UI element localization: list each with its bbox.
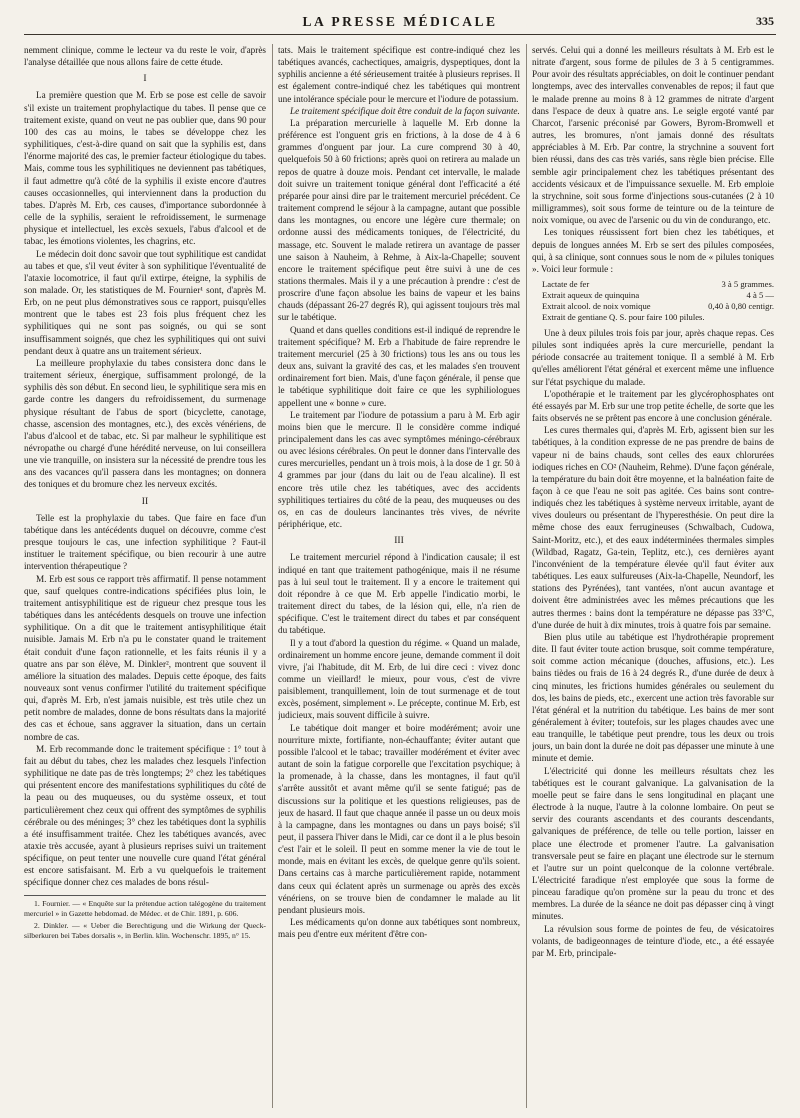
paragraph: Les toniques réussissent fort bien chez les tabétiques, et depuis de longues années M. Erb se sert des pilules composées, qui, à sa clinique, sont connues sous le nom de « pilules toniques ». Voici leur formule :	[532, 227, 774, 274]
emphasis-heading: Le traitement spécifique doit être conduit de la façon suivante.	[290, 105, 520, 116]
ingredient: Lactate de fer	[542, 278, 590, 289]
paragraph: Il y a tout d'abord la question du régime. « Quand un malade, ordinairement un homme encore jeune, demande comment il doit vivre, j'ai l'habitude, dit M. Erb, de lui dire ceci : vivez donc comme un vieillard! le mieux, pour vous, c'est de vivre paisiblement, tranquillement, loin de tout surmenage et de tout excès, posément, simplement ». Le précepte, continue M. Erb, est judicieux, mais souvent difficile à suivre.	[278, 637, 520, 721]
paragraph: Le traitement par l'iodure de potassium a paru à M. Erb agir moins bien que le mercure. Il le considère comme indiqué principalement dans les cas avec symptômes méningo-cérébraux ou avec lésions cérébrales. On peut le donner dans l'intervalle des cures mercurielles, pendant un à trois mois, à la dose de 1 gr. 50 à 4 grammes par jour (dans du lait ou de l'eau alcaline). Il est encore très utile chez les tabétiques, avec des accidents syphilitiques tertiaires du côté de la peau, des muqueuses ou des os, en cas de douleurs lancinantes très vives, de névrite périphérique, etc.	[278, 409, 520, 530]
dose: 3 à 5 grammes.	[721, 278, 774, 289]
column-divider	[526, 44, 527, 1108]
ingredient: Extrait aqueux de quinquina	[542, 289, 640, 300]
text-column-middle	[278, 44, 520, 1108]
paragraph: Le traitement mercuriel répond à l'indication causale; il est indiqué en tant que traitement pathogénique, mais il ne résume pas à lui seul tout le traitement. Il y a encore le traitement qui doit répondre à ce que M. Erb appelle l'indicatio morbi, le traitement direct du tabes, de la lésion qui, elle, n'a rien de spécifique. C'est le traitement direct du tabes et par conséquent du tabétique.	[278, 552, 520, 636]
paragraph: Quand et dans quelles conditions est-il indiqué de reprendre le traitement spécifique? M. Erb a l'habitude de faire reprendre le traitement mercuriel (25 à 30 frictions) tous les ans ou tous les deux ans, suivant la gravité des cas, et les malades s'en trouvent ordinairement fort bien. Mais, d'une façon générale, il pense que le tabétique syphilitique doit faire ce que les syphiliologues appellent une « bonne » cure.	[278, 324, 520, 408]
section-number: II	[141, 495, 149, 507]
paragraph: Le tabétique doit manger et boire modérément; avoir une nourriture mixte, fortifiante, non-échauffante; éviter autant que possible l'alcool et le tabac; travailler modérément et éviter avec autant de soin la fatigue corporelle que l'excitation psychique; à la promenade, à la chasse, dans les montagnes, il faut qu'il s'arrête aussitôt et avant même qu'il se sente fatigué; pas de discussions sur la politique et les questions religieuses, pas de jeux de hasard. Il faut que chaque année il passe un ou deux mois à la campagne, dans les montagnes ou dans un pays boisé; s'il peut, il passera l'hiver dans le Midi, car ce dont il a le plus besoin c'est l'air et le soleil. Il peut en somme mener la vie de tout le monde, mais en évitant les excès, de quelque genre qu'ils soient. Dans certains cas à marche particulièrement rapide, notamment dans ceux qui éclatent après un surmenage ou après des excès vénériens, on se trouve bien de condamner le malade au lit pendant plusieurs mois.	[278, 722, 520, 915]
text-column-right	[532, 44, 774, 1108]
section-number: I	[143, 73, 147, 85]
page-number: 335	[756, 14, 774, 28]
ingredient: Extrait alcool. de noix vomique	[542, 300, 651, 311]
paragraph: M. Erb est sous ce rapport très affirmatif. Il pense notamment que, sauf quelques contre-indications spécifiées plus loin, le traitement antisyphilitique est de rigueur chez presque tous les tabétiques dans les antécédents desquels on trouve une infection syphilitique. On a dit que le traitement antisyphilitique était nuisible. Jamais M. Erb n'a pu le constater quand le traitement était conduit d'une façon rationnelle, et les faits réunis il y a quatre ans par son élève, M. Dinkler², montrent que souvent il améliore la situation des malades. Depuis cette époque, des faits nouveaux sont venus confirmer l'utilité du traitement spécifique qui, d'après M. Erb, n'est jamais nuisible, est très utile chez un petit nombre de malades, donne de bons résultats dans la majorité des cas et échoue, sans aggraver la situation, dans un certain nombre de cas.	[24, 573, 266, 742]
paragraph: M. Erb recommande donc le traitement spécifique : 1° tout à fait au début du tabes, chez les malades chez lesquels l'infection syphilitique ne date pas de très longtemps; 2° chez les tabétiques qui présentent encore des manifestations syphilitiques du côté de la peau ou des muqueuses, ou du système osseux, et tout particulièrement chez ceux qui offrent des symptômes de syphilis cérébrale ou des méninges; 3° chez les tabétiques dont la syphilis a été insuffisamment traitée. Chez les tabétiques avancés, avec ataxie très accusée, ayant à plusieurs reprises suivi un traitement spécifique, on peut tenter une nouvelle cure quand l'état général est encore satisfaisant. M. Erb a vu quelquefois le traitement spécifique donner chez ces malades de bons résul-	[24, 743, 266, 888]
formula-row	[542, 290, 774, 301]
footnotes	[24, 895, 266, 941]
paragraph: La première question que M. Erb se pose est celle de savoir s'il existe un traitement prophylactique du tabes. Il pense que ce traitement existe, quand on veut ne pas oublier que, dans 90 pour 100 des cas au moins, le tabes se développe chez les syphilitiques, c'est-à-dire quand on sait que la syphilis est, dans l'énorme majorité des cas, le premier facteur étiologique du tabes. Mais, comme tous les syphilitiques ne deviennent pas tabétiques, il faut admettre qu'à côté de la syphilis il existe encore d'autres causes occasionnelles, qui interviennent dans la production du tabes. D'après M. Erb, ces causes, d'importance subordonnée à celle de la syphilis, seraient le refroidissement, le surmenage physique et intellectuel, les excès sexuels, l'abus d'alcool et de tabac, les émotions violentes, les chagrins, etc.	[24, 90, 266, 247]
paragraph: tats. Mais le traitement spécifique est contre-indiqué chez les tabétiques avancés, cachectiques, amaigris, dyspeptiques, dont la syphilis ancienne a été sérieusement traitée à plusieurs reprises. Il est également contre-indiqué chez les tabétiques qui montrent une intolérance spéciale pour le mercure et l'iodure de potassium.	[278, 45, 520, 104]
paragraph: servés. Celui qui a donné les meilleurs résultats à M. Erb est le nitrate d'argent, sous forme de pilules de 3 à 5 centigrammes. Pour avoir des résultats appréciables, on doit le continuer pendant longtemps, avec des intervalles convenables de repos; il faut que le malade prenne au moins 8 à 12 grammes de nitrate d'argent dans l'espace de deux à quatre ans. Le seigle ergoté vanté par Charcot, l'arsenic préconisé par Gowers, Byrom-Bromwell et autres, les bromures, n'ont jamais donné des résultats appréciables à M. Erb. Par contre, la strychnine a souvent fort bien réussi, dans des cas très variés, sans règle bien précise. Elle semble agir principalement chez les tabétiques présentant des accidents vésicaux et de l'impuissance sexuelle. M. Erb emploie la strychnine, soit sous forme d'injections sous-cutanées (2 à 10 milligrammes), soit sous forme de teinture ou de la teinture de noix vomique, ou avec de l'arsenic ou du vin de condurango, etc.	[532, 45, 774, 226]
paragraph: Telle est la prophylaxie du tabes. Que faire en face d'un tabétique dans les antécédents duquel on découvre, comme c'est presque toujours le cas, une infection syphilitique ? Faut-il instituer le traitement spécifique, ou bien recourir à une autre intervention thérapeutique ?	[24, 512, 266, 572]
paragraph: La préparation mercurielle à laquelle M. Erb donne la préférence est l'onguent gris en frictions, à la dose de 4 à 6 grammes d'onguent par jour. La cure comprend 30 à 40, quelquefois 50 à 60 frictions; après quoi on retirera au malade un repos de quatre à douze mois. Pendant cet intervalle, le malade doit suivre un traitement tonique général dont l'efficacité a été préparée pour ainsi dire par le traitement mercuriel précédent. Ce traitement comprend le séjour à la campagne, autant que possible dans les montagnes, ou encore une légère cure thermale; on ordonne aussi des médicaments toniques, de l'électricité, du massage, etc. Souvent le malade retirera un avantage de passer une saison à Nauheim, à Rehme, à Aix-la-Chapelle; souvent encore le traitement spécifique peut être suivi à une de ces stations thermales. Mais il y a une précaution à prendre : c'est de proscrire d'une façon absolue les bains de vapeur et les bains chauds (dépassant 26-27 degrés R), qui agissent toujours très mal sur le tabétique.	[278, 117, 520, 323]
running-title: LA PRESSE MÉDICALE	[302, 14, 498, 29]
text-column-left	[24, 44, 266, 1108]
formula-row: Extrait de gentiane Q. S. pour faire 100 pilules.	[542, 311, 705, 322]
paragraph: Les médicaments qu'on donne aux tabétiques sont nombreux, mais peu d'entre eux méritent d'être con-	[278, 917, 520, 940]
paragraph: L'électricité qui donne les meilleurs résultats chez les tabétiques est le courant galvanique. La galvanisation de la moelle peut se faire dans le sens longitudinal en plaçant une électrode à la nuque, l'autre à la colonne lombaire. On peut se servir des courants ascendants et des courants descendants, galvaniques de préférence, de telle ou telle portion, laisser en place une électrode et promener l'autre. La galvanisation transversale peut se faire en plaçant une électrode sur le sternum et l'autre sur un point quelconque de la colonne vertébrale. L'électricité faradique n'est employée que sous la forme de pinceau faradique qu'on promène sur la peau du tronc et des membres. La durée de la séance ne doit pas dépasser cinq à vingt minutes.	[532, 765, 774, 922]
paragraph: L'opothérapie et le traitement par les glycérophosphates ont été essayés par M. Erb sur une trop petite échelle, de sorte que les faits observés ne se prêtent pas encore à une conclusion générale.	[532, 388, 774, 424]
formula-row	[542, 301, 774, 312]
footnote: 1. Fournier. — « Enquête sur la prétendue action talégogène du traitement mercuriel » in Gazette hebdomad. de Médec. et de Chir. 1891, p. 606.	[24, 898, 266, 918]
column-divider	[272, 44, 273, 1108]
dose: 4 à 5 —	[746, 289, 774, 300]
paragraph: La meilleure prophylaxie du tabes consistera donc dans le traitement sérieux, énergique, suffisamment prolongé, de la syphilis dès son début. En second lieu, le syphilitique sera mis en garde contre les dangers du refroidissement, du surmenage physique résultant de l'abus de sport (bicyclette, canotage, chasse, ascension des montagnes, etc.), des excès vénériens, de l'abus d'alcool et de tabac, etc. Si par malheur le syphilitique est névropathe ou chargé d'une hérédité nerveuse, on lui conseillera une vie tranquille, on insistera sur la nécessité de prendre tous les ans des vacances qu'il passera dans les montagnes; on donnera des toniques et du bromure chez les nerveux excités.	[24, 357, 266, 490]
paragraph	[278, 105, 520, 117]
dose: 0,40 à 0,80 centigr.	[708, 300, 774, 311]
paragraph: Le médecin doit donc savoir que tout syphilitique est candidat au tabes et que, s'il veut éviter à son syphilitique l'éventualité de l'ataxie locomotrice, il faut qu'il extirpe, éteigne, la syphilis de son malade. Or, les statistiques de M. Fournier¹ sont, d'après M. Erb, on ne peut plus démonstratives sous ce rapport, puisqu'elles montrent que le tabes est 23 fois plus fréquent chez les syphilitiques qui ne sont pas soignés, ou qui se sont insuffisamment soignés, que chez les syphilitiques qui ont suivi pendant deux à quatre ans un traitement sérieux.	[24, 248, 266, 356]
section-number: III	[394, 535, 404, 547]
paragraph: Une à deux pilules trois fois par jour, après chaque repas. Ces pilules sont indiquées après la cure mercurielle, pendant la période consacrée au traitement tonique. Il a semblé à M. Erb qu'elles améliorent l'état général et exercent même une influence sur l'état psychique du malade.	[532, 327, 774, 387]
paragraph: Bien plus utile au tabétique est l'hydrothérapie proprement dite. Il faut éviter toute action brusque, soit comme température, soit comme action mécanique (douches, affusions, etc.). Les bains tièdes ou frais de 16 à 24 degrés R., d'une durée de deux à cinq minutes, les frictions humides générales ou seulement du dos, les bains de pieds, etc., exercent une action très favorable sur l'état général et la nutrition du tabétique. Les bains de mer sont généralement à éviter; toutefois, sur les plages chaudes avec une eau tranquille, le tabétique peut prendre, tous les deux ou trois jours, un bain dont la durée ne doit pas dépasser une minute à une minute et demie.	[532, 631, 774, 764]
header-rule	[24, 34, 776, 35]
paragraph: nemment clinique, comme le lecteur va du reste le voir, d'après l'analyse détaillée que nous allons faire de cette étude.	[24, 45, 266, 68]
paragraph: Les cures thermales qui, d'après M. Erb, agissent bien sur les tabétiques, à la condition expresse de ne pas prendre de bains de vapeur ni de bains chauds, sont celles des eaux chlorurées iodiques riches en CO² (Nauheim, Rehme). D'une façon générale, la température du bain doit être moyenne, et la balnéation faite de façon à ce que l'eau ne soit pas agitée. Ces bains sont contre-indiqués chez les tabétiques à système nerveux irritable, ayant de vives douleurs ou présentant de l'hyperesthésie. On peut dire la même chose des eaux ferrugineuses (Schwalbach, Cudowa, Saint-Moritz, etc.), et des eaux indéterminées thermales simples (Wildbad, Ragatz, Ga-tein, Teplitz, etc.), ces dernières ayant l'inconvénient de la température élevée qu'il faut éviter aux tabétiques. Les eaux sulfureuses (Aix-la-Chapelle, Neundorf, les stations des Pyrénées), tant vantées, n'ont aucun avantage et doivent être administrées avec les mêmes précautions que les autres thermes : bains dont la température ne dépasse pas 33°C, d'une durée de huit à dix minutes, trois à quatre fois par semaine.	[532, 425, 774, 630]
formula-row	[542, 279, 774, 290]
footnote: 2. Dinkler. — « Ueber die Berechtigung und die Wirkung der Queck-silberkuren bei Tabes dorsalis », in Berlin. klin. Wochenschr. 1895, n° 15.	[24, 920, 266, 940]
paragraph: La révulsion sous forme de pointes de feu, de vésicatoires volants, de badigeonnages de teinture d'iode, etc., a été essayée par M. Erb, principale-	[532, 923, 774, 958]
prescription-formula	[542, 279, 774, 323]
